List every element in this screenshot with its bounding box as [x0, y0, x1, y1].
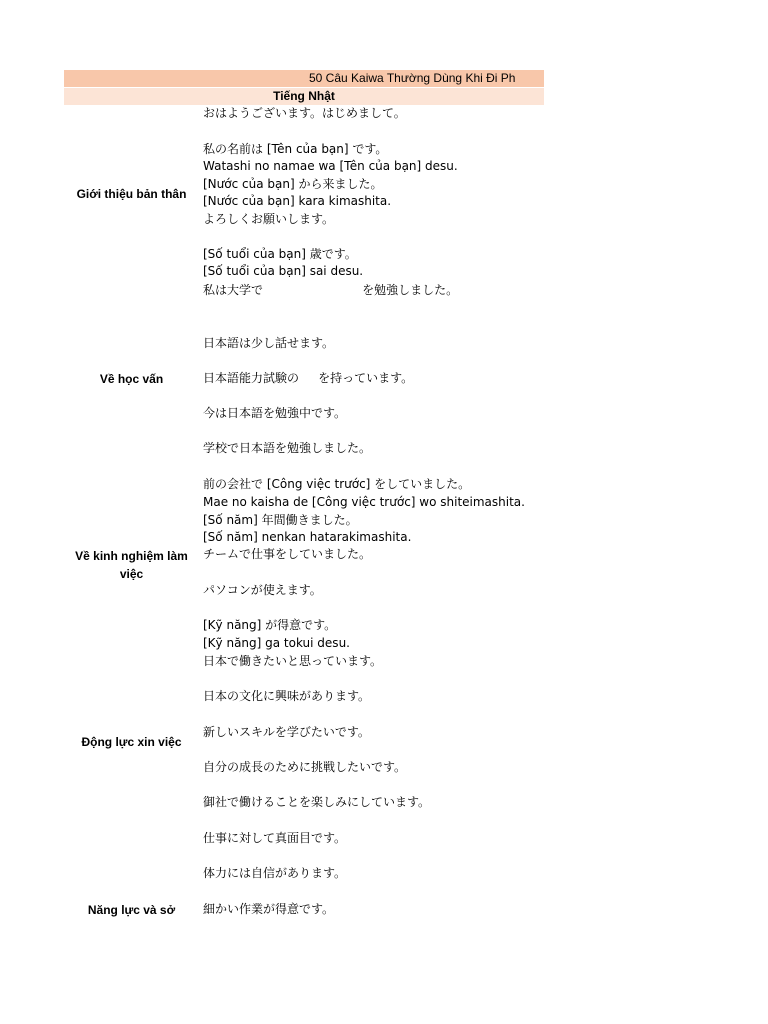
phrase-line: 日本語能力試験の を持っています。 [203, 371, 414, 385]
category-motivation: Động lực xin việc [81, 735, 182, 749]
phrase-line: Mae no kaisha de [Công việc trước] wo shiteimashita. [203, 495, 525, 509]
category-education: Về học vấn [99, 372, 164, 386]
phrase-line: 学校で日本語を勉強しました。 [203, 441, 372, 455]
phrase-line: [Nước của bạn] kara kimashita. [203, 194, 392, 208]
phrase-line: 御社で働けることを楽しみにしています。 [203, 795, 431, 809]
phrase-line: パソコンが使えます。 [203, 583, 322, 597]
phrase-line: Watashi no namae wa [Tên của bạn] desu. [203, 159, 458, 173]
phrase-line: 自分の成長のために挑戦したいです。 [203, 760, 407, 774]
phrase-line: 日本で働きたいと思っています。 [203, 654, 383, 668]
column-header-bar [64, 88, 544, 105]
phrase-line: 細かい作業が得意です。 [203, 902, 335, 916]
phrase-line: 日本語は少し話せます。 [203, 336, 335, 350]
phrase-line: 今は日本語を勉強中です。 [203, 406, 347, 420]
phrase-line: [Số năm] nenkan hatarakimashita. [203, 530, 412, 544]
phrase-line: 日本の文化に興味があります。 [203, 689, 371, 703]
category-work-experience: Về kinh nghiệm làm việc [75, 549, 188, 581]
phrase-line: [Kỹ năng] が得意です。 [203, 618, 337, 632]
phrase-line: 前の会社で [Công việc trước] をしていました。 [203, 477, 471, 491]
phrase-line: [Số tuổi của bạn] 歳です。 [203, 247, 357, 261]
sheet-title-bar [64, 70, 544, 87]
phrase-line: 私は大学で を勉強しました。 [203, 283, 459, 297]
column-header-japanese: Tiếng Nhật [273, 89, 335, 103]
phrase-line: 私の名前は [Tên của bạn] です。 [203, 142, 388, 156]
sheet-title: 50 Câu Kaiwa Thường Dùng Khi Đi Ph [309, 71, 516, 85]
phrase-line: おはようございます。はじめまして。 [203, 106, 406, 120]
phrase-line: 新しいスキルを学びたいです。 [203, 725, 370, 739]
phrase-line: 仕事に対して真面目です。 [203, 831, 347, 845]
phrase-line: [Nước của bạn] から来ました。 [203, 177, 383, 191]
phrase-line: [Kỹ năng] ga tokui desu. [203, 636, 350, 650]
category-self-introduction: Giới thiệu bản thân [76, 187, 187, 201]
phrase-line: 体力には自信があります。 [203, 866, 347, 880]
phrase-line: [Số tuổi của bạn] sai desu. [203, 264, 364, 278]
phrase-line: よろしくお願いします。 [203, 212, 335, 226]
phrase-line: [Số năm] 年間働きました。 [203, 513, 358, 527]
phrase-line: チームで仕事をしていました。 [203, 547, 372, 561]
category-abilities: Năng lực và sở [87, 903, 176, 917]
